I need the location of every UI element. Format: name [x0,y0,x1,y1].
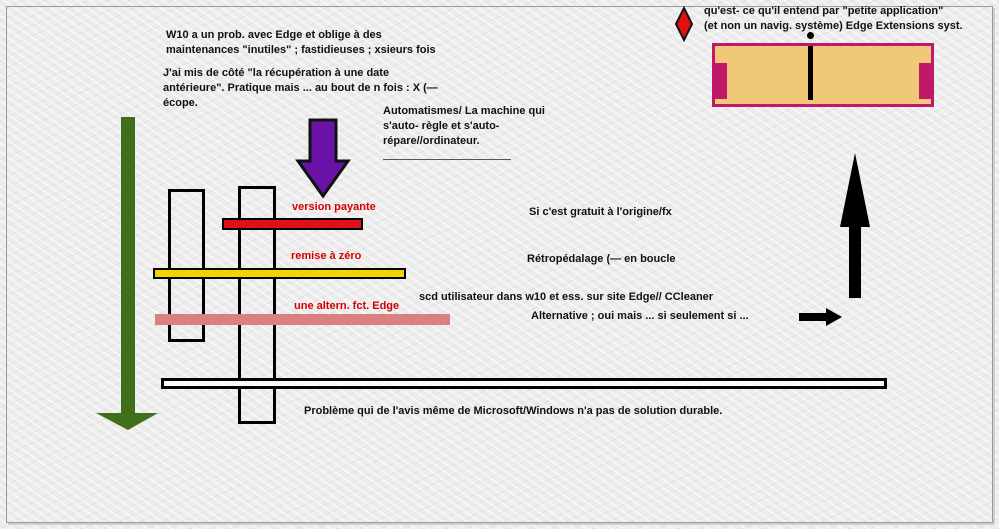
automation-line-2: s'auto- règle et s'auto- [383,120,500,132]
recovery-line-2: antérieure". Pratique mais ... au bout de n fois : X (— [163,82,438,94]
intro-line-1: W10 a un prob. avec Edge et oblige à des [166,29,382,41]
edge-alternative-label: une altern. fct. Edge [294,300,400,312]
question-line-2: (et non un navig. système) Edge Extensions syst. [704,20,963,32]
yellow-bar [153,268,406,279]
purple-down-arrow [296,117,352,199]
recovery-line-1: J'ai mis de côté "la récupération à une date [163,67,390,79]
red-bar [222,218,363,230]
green-down-arrow [92,115,162,435]
paid-version-label: version payante [292,201,376,213]
gauge-pivot-dot [807,32,814,39]
automation-underline [383,159,511,160]
automation-note [383,104,545,149]
free-note: Si c'est gratuit à l'origine/fx [529,206,672,218]
automation-line-1: Automatismes/ La machine qui [383,105,545,117]
user-note: scd utilisateur dans w10 et ess. sur site Edge// CCleaner [419,291,714,303]
long-bottom-bar [161,378,887,389]
question-note [704,4,963,34]
conclusion-note: Problème qui de l'avis même de Microsoft/Windows n'a pas de solution durable. [304,405,723,417]
intro-line-2: maintenances "inutiles" ; fastidieuses ; xsieurs fois [166,44,436,56]
automation-line-3: répare//ordinateur. [383,135,480,147]
gauge-right-cap [919,63,931,99]
reset-label: remise à zéro [291,250,362,262]
gauge-needle [808,46,813,100]
gauge-left-cap [715,63,727,99]
alternative-note: Alternative ; oui mais ... si seulement si ... [531,310,749,322]
red-diamond-icon [675,7,693,41]
recovery-line-3: écope. [163,97,198,109]
loop-note: Rétropédalage (— en boucle [527,253,676,265]
question-line-1: qu'est- ce qu'il entend par "petite application" [704,5,944,17]
gauge-box [712,43,934,107]
black-right-arrow [798,306,844,328]
black-up-arrow [837,150,873,302]
pink-bar [155,314,450,325]
intro-note [166,28,436,58]
